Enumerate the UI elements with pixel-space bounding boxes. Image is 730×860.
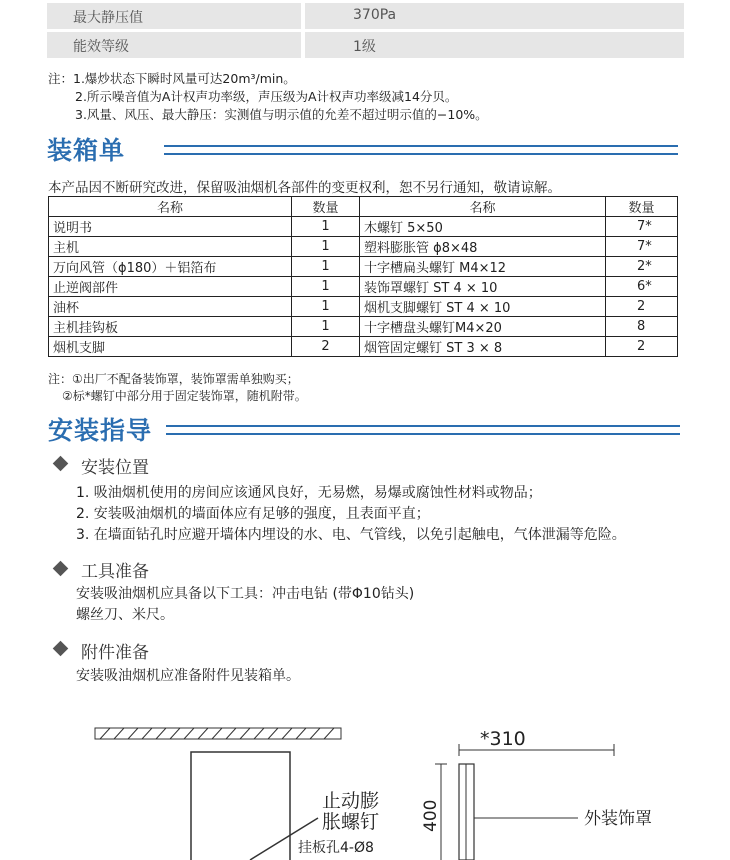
location-item: 3. 在墙面钻孔时应避开墙体内埋设的水、电、气管线，以免引起触电，气体泄漏等危险。	[76, 527, 626, 543]
table-row	[49, 297, 678, 317]
spec-note: 注：1.爆炒状态下瞬时风量可达20m³/min。	[48, 71, 296, 86]
dim-height-label: 400	[421, 799, 441, 832]
packing-note: ②标*螺钉中部分用于固定装饰罩，随机附带。	[62, 389, 307, 403]
dim-width-label: *310	[480, 728, 526, 750]
location-item: 2. 安装吸油烟机的墙面体应有足够的强度，且表面平直；	[76, 506, 430, 522]
item-qty: 8	[606, 317, 678, 337]
item-name: 十字槽扁头螺钉 M4×12	[360, 257, 606, 277]
table-row	[49, 217, 678, 237]
packing-table	[48, 196, 678, 357]
table-row	[49, 237, 678, 257]
bullet-diamond-icon	[53, 456, 69, 472]
label-plate-hole: 挂板孔4-Ø8	[298, 840, 374, 856]
tools-line: 安装吸油烟机应具备以下工具：冲击电钻 (带Φ10钻头)	[76, 586, 415, 602]
item-qty: 1	[292, 217, 360, 237]
spec-value: 370Pa	[353, 7, 397, 23]
item-qty: 6*	[606, 277, 678, 297]
item-name: 万向风管（ϕ180）＋铝箔布	[49, 257, 292, 277]
bullet-diamond-icon	[53, 561, 69, 577]
item-qty: 1	[292, 317, 360, 337]
table-row	[49, 317, 678, 337]
spec-note: 2.所示噪音值为A计权声功率级，声压级为A计权声功率级减14分贝。	[75, 89, 458, 104]
item-name: 主机	[49, 237, 292, 257]
subheading-accessories: 附件准备	[81, 643, 149, 663]
installation-diagram	[0, 700, 730, 860]
item-name: 装饰罩螺钉 ST 4 × 10	[360, 277, 606, 297]
item-name: 油杯	[49, 297, 292, 317]
item-qty: 2*	[606, 257, 678, 277]
item-qty: 1	[292, 297, 360, 317]
table-header-row	[49, 197, 678, 217]
item-qty: 2	[606, 337, 678, 357]
bullet-diamond-icon	[53, 641, 69, 657]
item-qty: 1	[292, 277, 360, 297]
item-qty: 1	[292, 257, 360, 277]
accessories-line: 安装吸油烟机应准备附件见装箱单。	[76, 668, 300, 684]
spec-row	[47, 3, 684, 29]
column-header-qty: 数量	[606, 197, 678, 217]
section-title-packing: 装箱单	[47, 136, 126, 165]
spec-value: 1级	[353, 39, 376, 55]
packing-note: 注：①出厂不配备装饰罩，装饰罩需单独购买；	[48, 372, 299, 386]
item-name: 塑料膨胀管 ϕ8×48	[360, 237, 606, 257]
spec-row	[47, 32, 684, 58]
item-qty: 7*	[606, 217, 678, 237]
item-qty: 2	[606, 297, 678, 317]
item-name: 十字槽盘头螺钉M4×20	[360, 317, 606, 337]
label-outer-cover: 外装饰罩	[584, 809, 652, 829]
item-qty: 1	[292, 237, 360, 257]
spec-label: 最大静压值	[73, 10, 143, 26]
item-name: 烟机支脚螺钉 ST 4 × 10	[360, 297, 606, 317]
packing-intro: 本产品因不断研究改进，保留吸油烟机各部件的变更权利，恕不另行通知，敬请谅解。	[48, 180, 561, 196]
section-divider	[166, 425, 680, 435]
spec-note: 3.风量、风压、最大静压：实测值与明示值的允差不超过明示值的−10%。	[75, 107, 488, 122]
column-header-name: 名称	[360, 197, 606, 217]
subheading-tools: 工具准备	[81, 562, 149, 582]
table-row	[49, 277, 678, 297]
label-screw-line1: 止动膨	[322, 790, 380, 812]
item-name: 烟机支脚	[49, 337, 292, 357]
item-name: 说明书	[49, 217, 292, 237]
section-title-install: 安装指导	[48, 416, 153, 445]
item-name: 主机挂钩板	[49, 317, 292, 337]
column-header-name: 名称	[49, 197, 292, 217]
tools-line: 螺丝刀、米尺。	[76, 607, 174, 623]
item-qty: 7*	[606, 237, 678, 257]
column-header-qty: 数量	[292, 197, 360, 217]
item-name: 木螺钉 5×50	[360, 217, 606, 237]
ceiling-hatch	[95, 728, 341, 739]
item-name: 止逆阀部件	[49, 277, 292, 297]
subheading-location: 安装位置	[81, 458, 149, 478]
item-name: 烟管固定螺钉 ST 3 × 8	[360, 337, 606, 357]
table-row	[49, 257, 678, 277]
spec-label: 能效等级	[73, 39, 129, 55]
location-item: 1. 吸油烟机使用的房间应该通风良好，无易燃，易爆或腐蚀性材料或物品；	[76, 485, 542, 501]
label-screw-line2: 胀螺钉	[322, 811, 380, 833]
section-divider	[164, 145, 678, 155]
item-qty: 2	[292, 337, 360, 357]
table-row	[49, 337, 678, 357]
